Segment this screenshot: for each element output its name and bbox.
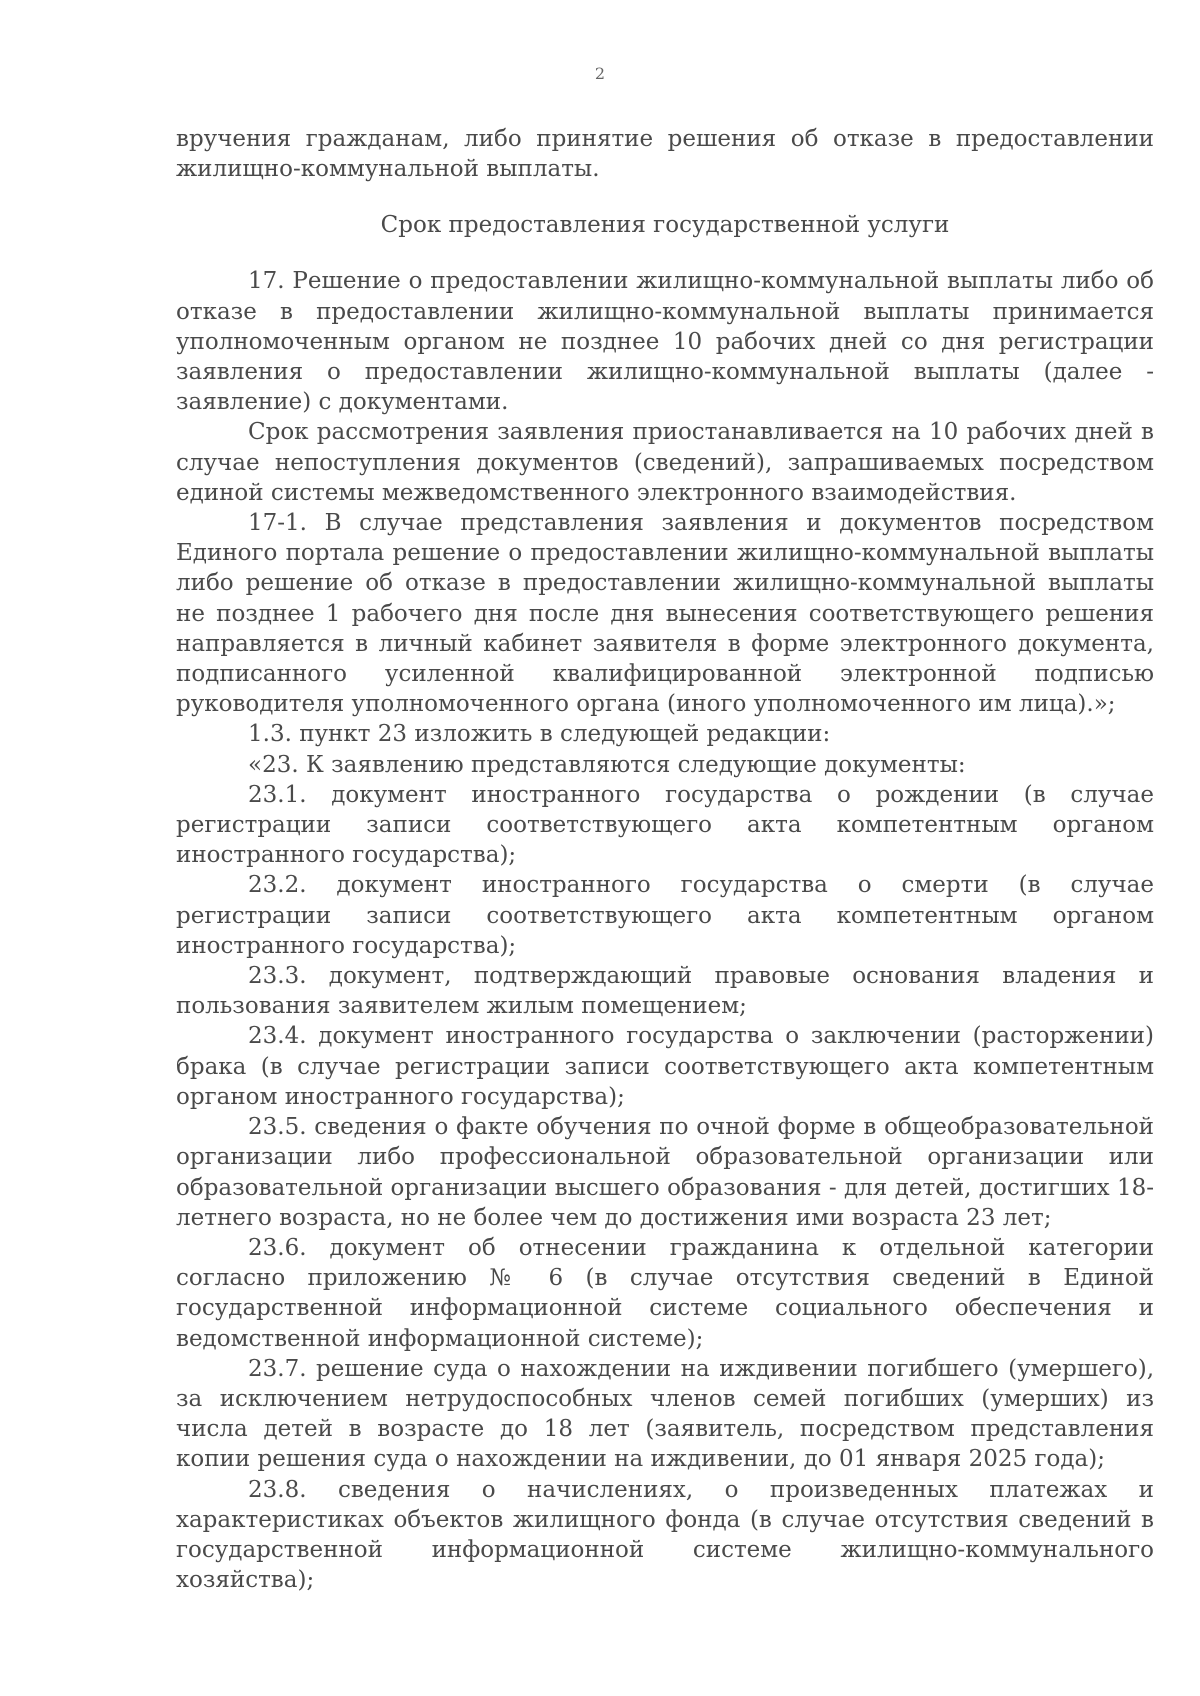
paragraph-23-3: 23.3. документ, подтверждающий правовые основания владения и пользования заявителем жилым помещением; xyxy=(176,963,1154,1020)
page-number: 2 xyxy=(594,64,606,83)
paragraph-23-6: 23.6. документ об отнесении гражданина к отдельной категории согласно приложению № 6 (в случае отсутствия сведений в Единой государственной информационной системе социального обеспечения и ведомственной информационной системе); xyxy=(176,1234,1154,1352)
paragraph-23-2: 23.2. документ иностранного государства о смерти (в случае регистрации записи соответствующего акта компетентным органом иностранного государства); xyxy=(176,872,1154,959)
paragraph-23-4: 23.4. документ иностранного государства о заключении (расторжении) брака (в случае регистрации записи соответствующего акта компетентным органом иностранного государства); xyxy=(176,1023,1154,1110)
document-body xyxy=(176,124,1154,1595)
paragraph-continuation: вручения гражданам, либо принятие решения об отказе в предоставлении жилищно-коммунальной выплаты. xyxy=(176,126,1154,183)
paragraph-23-5: 23.5. сведения о факте обучения по очной форме в общеобразовательной организации либо профессиональной образовательной организации или образовательной организации высшего образования - для детей, достигших 18-летнего возраста, но не более чем до достижения ими возраста 23 лет; xyxy=(176,1114,1154,1231)
section-heading: Срок предоставления государственной услуги xyxy=(380,212,950,239)
paragraph-1-3: 1.3. пункт 23 изложить в следующей редакции: xyxy=(248,721,831,748)
paragraph-23-8: 23.8. сведения о начислениях, о произведенных платежах и характеристиках объектов жилищного фонда (в случае отсутствия сведений в государственной информационной системе жилищно-коммунального хозяйства); xyxy=(176,1476,1154,1594)
paragraph-17-1: 17-1. В случае представления заявления и документов посредством Единого портала решение о предоставлении жилищно-коммунальной выплаты либо решение об отказе в предоставлении жилищно-коммунальной выплаты не позднее 1 рабочего дня после дня вынесения соответствующего решения направляется в личный кабинет заявителя в форме электронного документа, подписанного усиленной квалифицированной электронной подписью руководителя уполномоченного органа (иного уполномоченного им лица).»; xyxy=(176,510,1154,718)
paragraph-23: «23. К заявлению представляются следующие документы: xyxy=(248,751,966,778)
paragraph-23-7: 23.7. решение суда о нахождении на иждивении погибшего (умершего), за исключением нетрудоспособных членов семей погибших (умерших) из числа детей в возрасте до 18 лет (заявитель, посредством представления копии решения суда о нахождении на иждивении, до 01 января 2025 года); xyxy=(176,1355,1154,1473)
paragraph-23-1: 23.1. документ иностранного государства о рождении (в случае регистрации записи соответствующего акта компетентным органом иностранного государства); xyxy=(176,781,1154,869)
paragraph-17-suspension: Срок рассмотрения заявления приостанавливается на 10 рабочих дней в случае непоступления документов (сведений), запрашиваемых посредством единой системы межведомственного электронного взаимодействия. xyxy=(176,419,1154,506)
paragraph-17: 17. Решение о предоставлении жилищно-коммунальной выплаты либо об отказе в предоставлении жилищно-коммунальной выплаты принимается уполномоченным органом не позднее 10 рабочих дней со дня регистрации заявления о предоставлении жилищно-коммунальной выплаты (далее - заявление) с документами. xyxy=(176,268,1154,416)
